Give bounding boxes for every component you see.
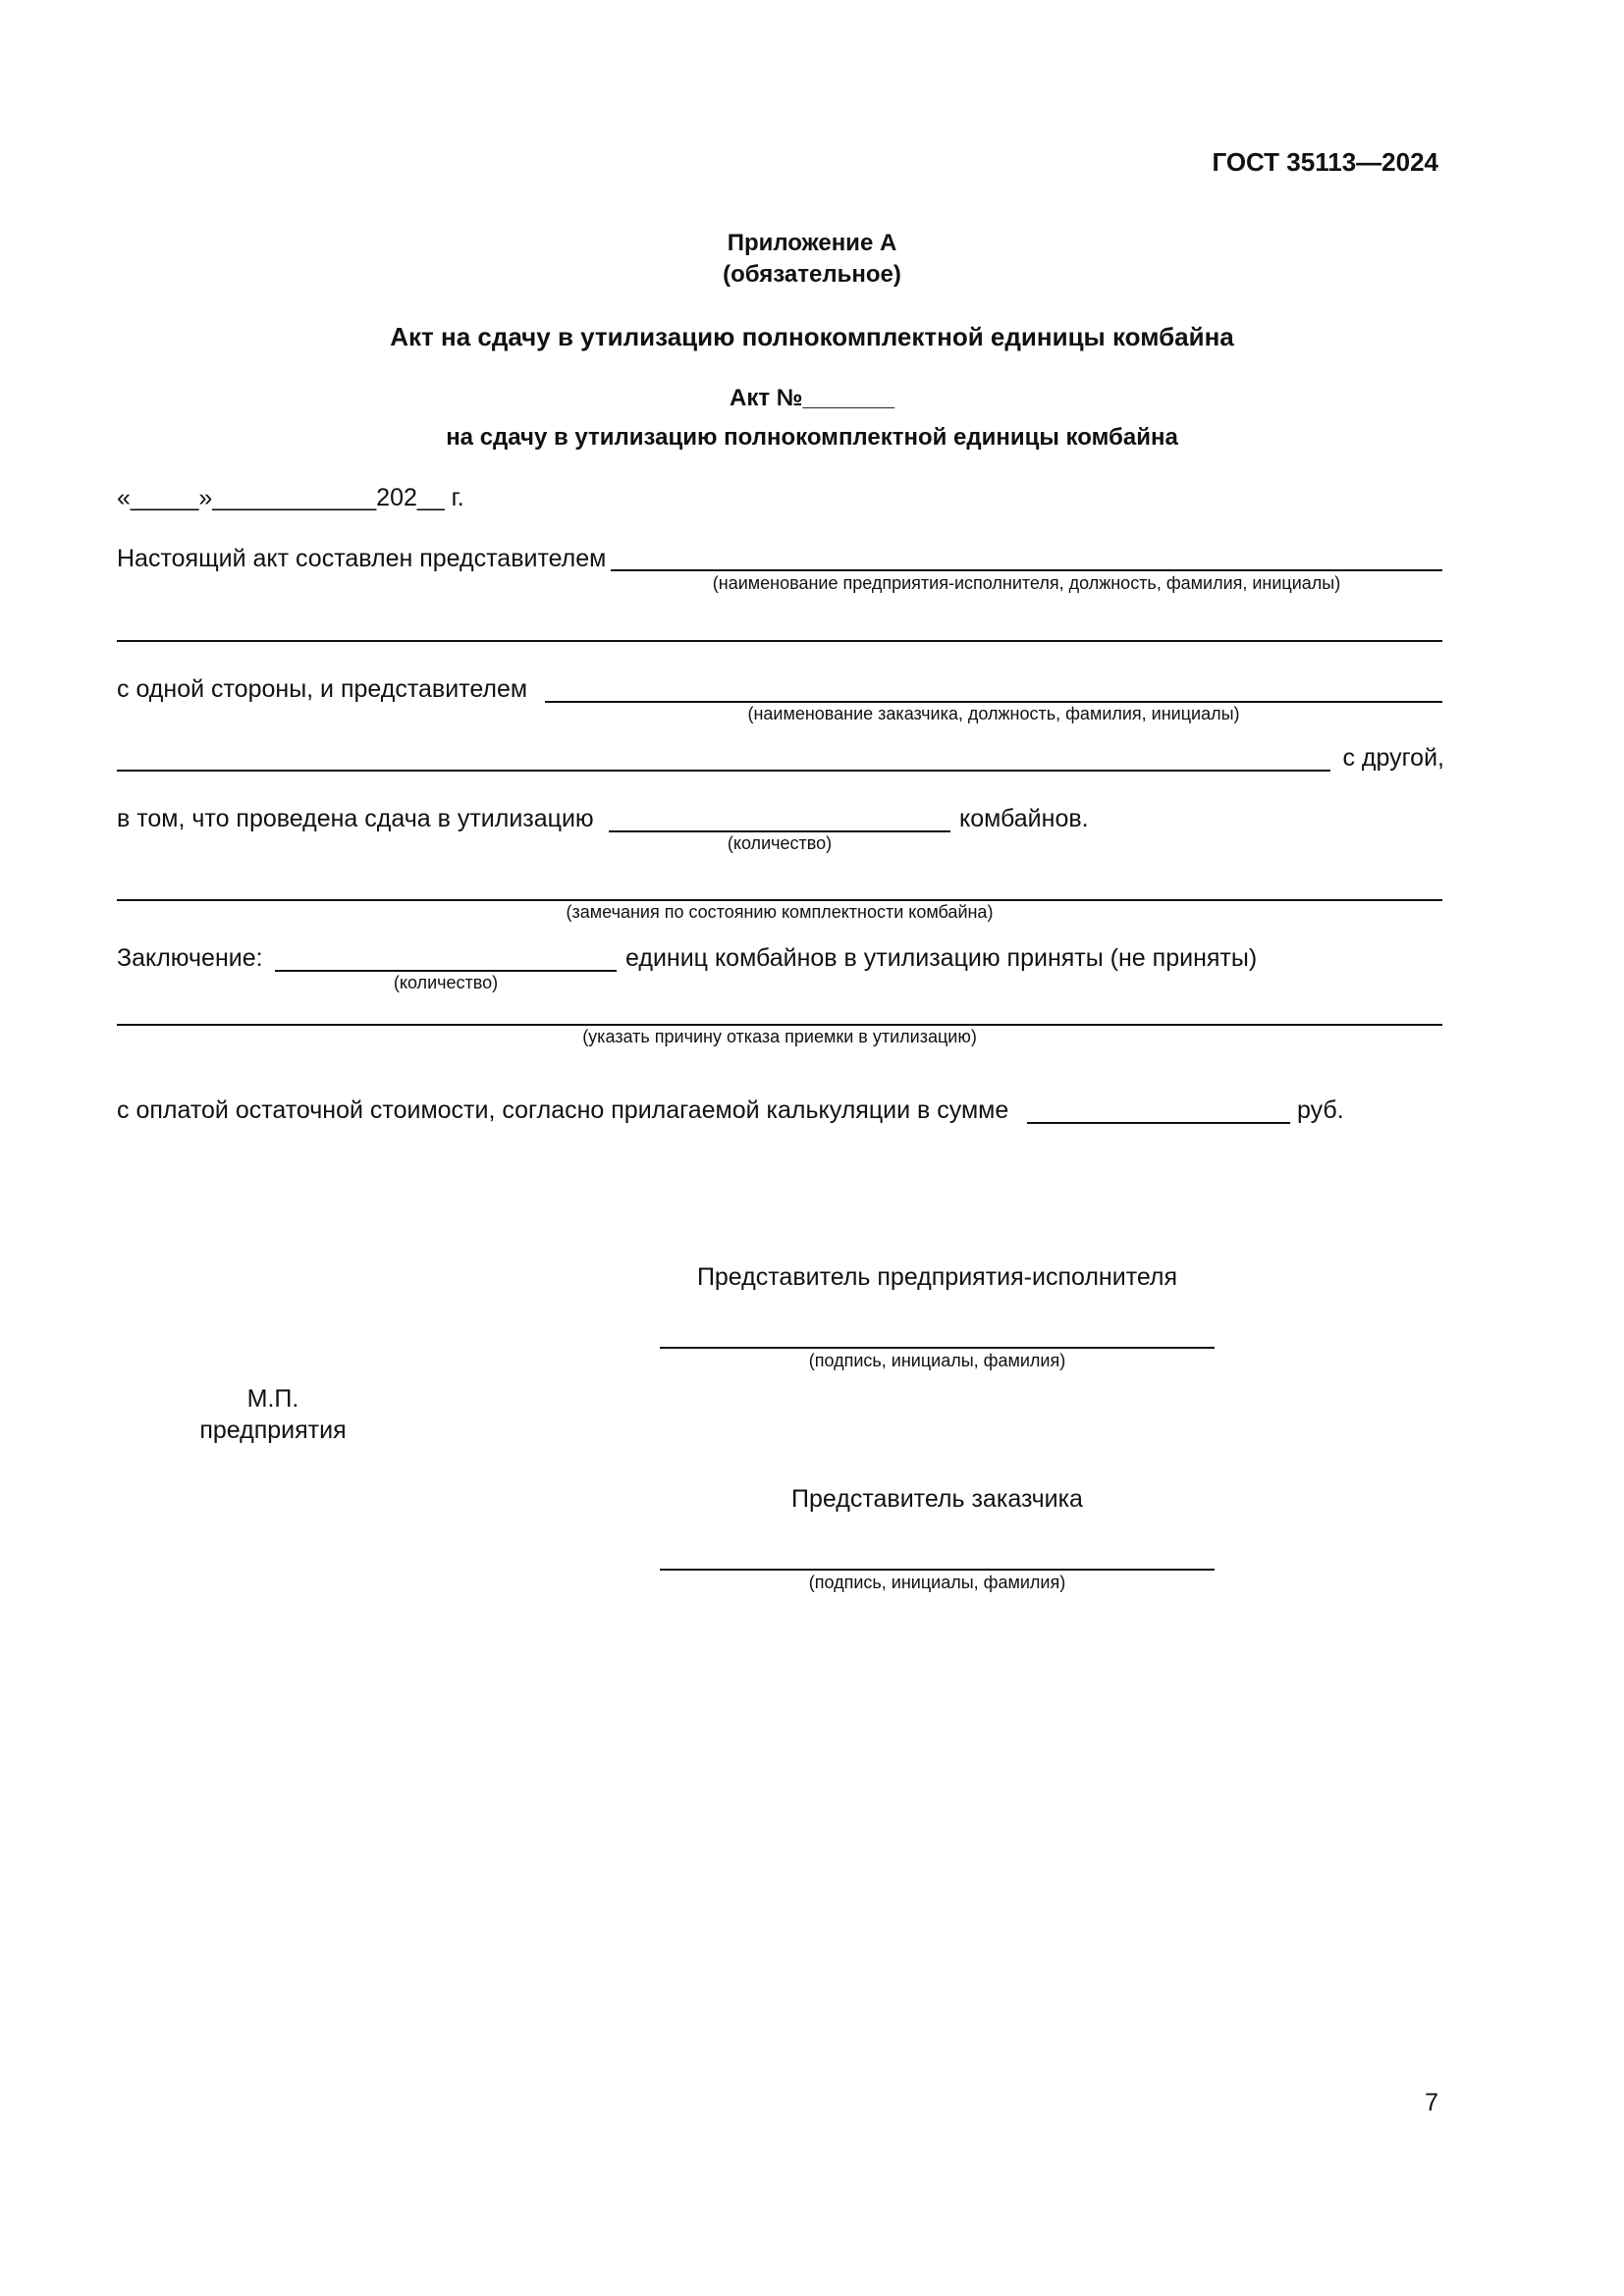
conclusion-label: Заключение: <box>117 944 263 972</box>
document-title: Акт на сдачу в утилизацию полнокомплектной единицы комбайна <box>390 322 1234 351</box>
handover-quantity-field[interactable] <box>609 830 950 832</box>
rep2-caption: (наименование заказчика, должность, фамилия, инициалы) <box>747 704 1240 723</box>
handover-caption: (количество) <box>727 833 833 853</box>
customer-signature-field[interactable] <box>660 1569 1215 1571</box>
payment-amount-field[interactable] <box>1027 1122 1290 1124</box>
conclusion-quantity-field[interactable] <box>275 970 617 972</box>
other-side-text: с другой, <box>1342 744 1444 772</box>
appendix-status: (обязательное) <box>723 261 901 288</box>
executor-signature-caption: (подпись, инициалы, фамилия) <box>808 1351 1066 1370</box>
payment-suffix: руб. <box>1297 1096 1344 1124</box>
rep1-field-continued[interactable] <box>117 640 1442 642</box>
reason-caption: (указать причину отказа приемки в утилизацию) <box>582 1027 977 1046</box>
standard-number: ГОСТ 35113—2024 <box>1212 147 1438 177</box>
appendix-label: Приложение А <box>727 230 897 256</box>
act-subtitle: на сдачу в утилизацию полнокомплектной единицы комбайна <box>446 424 1178 451</box>
rep2-field-continued[interactable] <box>117 770 1330 772</box>
date-line: «_____»____________202__ г. <box>117 484 464 511</box>
page-number: 7 <box>1425 2089 1438 2116</box>
customer-title: Представитель заказчика <box>791 1485 1083 1513</box>
rep2-label: с одной стороны, и представителем <box>117 675 528 703</box>
executor-title: Представитель предприятия-исполнителя <box>696 1263 1178 1291</box>
act-number: Акт №_______ <box>730 385 894 411</box>
reason-field[interactable] <box>117 1024 1442 1026</box>
executor-signature-field[interactable] <box>660 1347 1215 1349</box>
conclusion-caption: (количество) <box>393 973 499 992</box>
rep1-label: Настоящий акт составлен представителем <box>117 545 607 572</box>
payment-label: с оплатой остаточной стоимости, согласно прилагаемой калькуляции в сумме <box>117 1096 1009 1124</box>
handover-label: в том, что проведена сдача в утилизацию <box>117 805 594 832</box>
remarks-field[interactable] <box>117 899 1442 901</box>
rep2-field[interactable] <box>545 701 1442 703</box>
remarks-caption: (замечания по состоянию комплектности комбайна) <box>566 902 994 922</box>
rep1-caption: (наименование предприятия-исполнителя, должность, фамилия, инициалы) <box>712 573 1341 593</box>
handover-suffix: комбайнов. <box>959 805 1089 832</box>
rep1-field[interactable] <box>611 569 1442 571</box>
stamp-label-line2: предприятия <box>199 1416 347 1444</box>
customer-signature-caption: (подпись, инициалы, фамилия) <box>808 1573 1066 1592</box>
stamp-label: М.П. <box>246 1385 299 1413</box>
conclusion-suffix: единиц комбайнов в утилизацию приняты (не приняты) <box>625 944 1258 972</box>
